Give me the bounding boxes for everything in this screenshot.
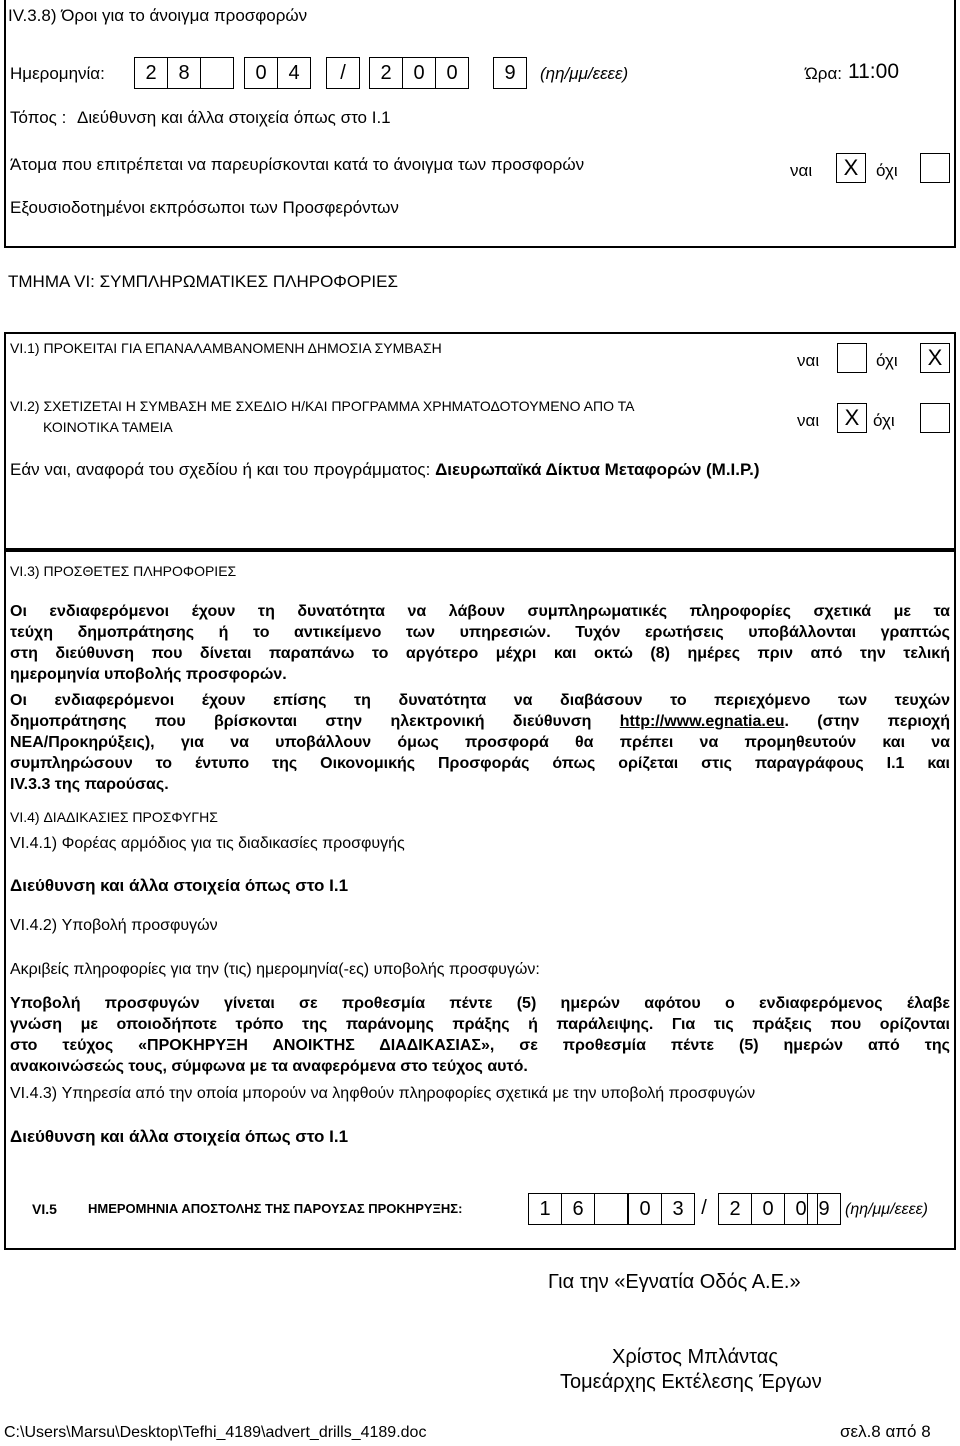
place-value: Διεύθυνση και άλλα στοιχεία όπως στο Ι.1 — [77, 108, 391, 127]
time-label: Ώρα: — [805, 64, 843, 83]
text-line: Οι ενδιαφερόμενοι έχουν επίσης τη δυνατότητα να διαβάσουν το περιεχόμενο των τευχών — [10, 692, 950, 709]
text-line: Οι ενδιαφερόμενοι έχουν τη δυνατότητα να λάβουν συμπληρωματικές πληροφορίες σχετικά με τα — [10, 603, 950, 620]
text-line: στο τεύχος «ΠΡΟΚΗΡΥΞΗ ΑΝΟΙΚΤΗΣ ΔΙΑΔΙΚΑΣΙΑΣ», σε προθεσμία πέντε (5) ημερών από της — [10, 1037, 950, 1054]
vi1-yes-label: ναι — [797, 351, 820, 370]
persons-no-checkbox[interactable] — [920, 153, 950, 183]
vi2-text-line2: ΚΟΙΝΟΤΙΚΑ ΤΑΜΕΙΑ — [43, 419, 173, 435]
vi3-paragraph-2 — [10, 690, 950, 795]
vi5-date-digit-cell: 3 — [661, 1193, 695, 1225]
vi5-date-digit-cell — [594, 1193, 628, 1225]
signature-title: Τομεάρχης Εκτέλεσης Έργων — [560, 1371, 822, 1393]
vi5-label: ΗΜΕΡΟΜΗΝΙΑ ΑΠΟΣΤΟΛΗΣ ΤΗΣ ΠΑΡΟΥΣΑΣ ΠΡΟΚΗΡΥΞΗΣ: — [88, 1201, 463, 1216]
vi1-text: VI.1) ΠΡΟΚΕΙΤΑΙ ΓΙΑ ΕΠΑΝΑΛΑΜΒΑΝΟΜΕΝΗ ΔΗΜΟΣΙΑ ΣΥΜΒΑΣΗ — [10, 340, 442, 356]
text-line: ημερομηνία υποβολής προσφορών. — [10, 666, 287, 683]
persons-no-label: όχι — [876, 161, 898, 180]
date-format: (ηη/μμ/εεεε) — [540, 64, 629, 83]
vi5-date-digit-cell: 0 — [751, 1193, 785, 1225]
date-digit-cell — [200, 57, 234, 89]
date-digit-cell: 8 — [167, 57, 201, 89]
date-digit-cell: 2 — [369, 57, 403, 89]
vi2-text-line1: VI.2) ΣΧΕΤΙΖΕΤΑΙ Η ΣΥΜΒΑΣΗ ΜΕ ΣΧΕΔΙΟ Η/ΚΑΙ ΠΡΟΓΡΑΜΜΑ ΧΡΗΜΑΤΟΔΟΤΟΥΜΕΝΟ ΑΠΟ ΤΑ — [10, 398, 635, 414]
date-label: Ημερομηνία: — [10, 64, 105, 83]
vi5-date-digit-cell: 9 — [807, 1193, 841, 1225]
iv38-heading: IV.3.8) Όροι για το άνοιγμα προσφορών — [8, 6, 308, 25]
date-digit-cell: / — [326, 57, 360, 89]
vi2-reference-value: Διευρωπαϊκά Δίκτυα Μεταφορών (Μ.Ι.Ρ.) — [435, 460, 760, 479]
text-line: ανακοινώσεώς τους, σύμφωνα με τα αναφερόμενα στο τεύχος αυτό. — [10, 1058, 528, 1075]
persons-question: Άτομα που επιτρέπεται να παρευρίσκονται κατά το άνοιγμα των προσφορών — [10, 155, 585, 174]
vi5-date-digit-cell: 0 — [784, 1193, 818, 1225]
text-line: ΝΕΑ/Προκηρύξεις), για να υποβάλλουν όμως προσφορά θα πρέπει να προμηθευτούν και να — [10, 734, 950, 751]
vi5-date-digit-cell: 1 — [528, 1193, 562, 1225]
vi43-value: Διεύθυνση και άλλα στοιχεία όπως στο Ι.1 — [10, 1127, 349, 1146]
text-line: Υποβολή προσφυγών γίνεται σε προθεσμία πέντε (5) ημερών αφότου ο ενδιαφερόμενος έλαβε — [10, 995, 950, 1012]
text-line: συμπληρώσουν το έντυπο της Οικονομικής Προσφοράς όπως ορίζεται στις παραγράφους Ι.1 και — [10, 755, 950, 772]
footer-file-path: C:\Users\Marsu\Desktop\Tefhi_4189\advert_drills_4189.doc — [4, 1424, 427, 1441]
date-digit-cell: 4 — [277, 57, 311, 89]
place-label: Τόπος : — [10, 108, 67, 127]
text-line: στη διεύθυνση που δίνεται παραπάνω το αργότερο μέχρι και οκτώ (8) ημέρες πριν από την τελική — [10, 645, 950, 662]
vi2-reference — [10, 460, 760, 480]
vi1-no-label: όχι — [876, 351, 898, 370]
date-digit-cell: 2 — [134, 57, 168, 89]
persons-yes-label: ναι — [790, 161, 813, 180]
vi42-paragraph — [10, 993, 950, 1077]
persons-yes-checkbox[interactable]: X — [836, 153, 866, 183]
vi5-date-digit-cell: 6 — [561, 1193, 595, 1225]
persons-answer: Εξουσιοδοτημένοι εκπρόσωποι των Προσφερόντων — [10, 198, 399, 217]
vi2-yes-label: ναι — [797, 411, 820, 430]
egnatia-link[interactable]: http://www.egnatia.eu — [619, 713, 785, 730]
footer-page-number: σελ.8 από 8 — [840, 1422, 931, 1441]
vi2-reference-prefix: Εάν ναι, αναφορά του σχεδίου ή και του προγράμματος: — [10, 460, 431, 479]
vi5-date-digit-cell: 0 — [628, 1193, 662, 1225]
vi2-yes-checkbox[interactable]: X — [837, 403, 867, 433]
date-digit-cell: 0 — [435, 57, 469, 89]
signature-org: Για την «Εγνατία Οδός Α.Ε.» — [548, 1271, 801, 1293]
text-fragment: δημοπράτησης που βρίσκονται στην ηλεκτρονική διεύθυνση — [10, 713, 592, 730]
text-fragment: . (στην περιοχή — [784, 713, 951, 730]
vi4-heading: VI.4) ΔΙΑΔΙΚΑΣΙΕΣ ΠΡΟΣΦΥΓΗΣ — [10, 809, 218, 825]
vi1-yes-checkbox[interactable] — [837, 343, 867, 373]
vi42-label: VI.4.2) Υποβολή προσφυγών — [10, 917, 218, 934]
vi43-label: VI.4.3) Υπηρεσία από την οποία μπορούν να ληφθούν πληροφορίες σχετικά με την υποβολή προσφυγών — [10, 1085, 756, 1102]
date-digit-cell: 9 — [493, 57, 527, 89]
vi5-date-digit-cell: / — [701, 1197, 707, 1219]
vi42-description: Ακριβείς πληροφορίες για την (τις) ημερομηνία(-ες) υποβολής προσφυγών: — [10, 961, 540, 978]
vi1-no-checkbox[interactable]: X — [920, 343, 950, 373]
date-digit-cell: 0 — [402, 57, 436, 89]
vi2-no-checkbox[interactable] — [920, 403, 950, 433]
text-line: γνώση με οποιοδήποτε τρόπο της παράνομης πράξης ή παράλειψης. Για τις πράξεις που ορίζονται — [10, 1016, 950, 1033]
text-line: τεύχη δημοπράτησης ή το αντικείμενο των υπηρεσιών. Τυχόν ερωτήσεις υποβάλλονται γραπτώς — [10, 624, 950, 641]
vi3-heading: VI.3) ΠΡΟΣΘΕΤΕΣ ΠΛΗΡΟΦΟΡΙΕΣ — [10, 563, 237, 579]
vi5-date-format: (ηη/μμ/εεεε) — [845, 1201, 928, 1218]
vi5-number: VI.5 — [32, 1201, 57, 1217]
vi41-label: VI.4.1) Φορέας αρμόδιος για τις διαδικασίες προσφυγής — [10, 835, 405, 852]
text-line: IV.3.3 της παρούσας. — [10, 776, 169, 793]
vi2-no-label: όχι — [873, 411, 895, 430]
vi41-value: Διεύθυνση και άλλα στοιχεία όπως στο Ι.1 — [10, 876, 349, 895]
text-line — [10, 711, 950, 732]
section6-title: ΤΜΗΜΑ VI: ΣΥΜΠΛΗΡΩΜΑΤΙΚΕΣ ΠΛΗΡΟΦΟΡΙΕΣ — [8, 272, 399, 291]
vi5-date-digit-cell: 2 — [718, 1193, 752, 1225]
date-digit-cell: 0 — [244, 57, 278, 89]
signature-name: Χρίστος Μπλάντας — [612, 1346, 778, 1368]
vi3-paragraph-1 — [10, 601, 950, 685]
time-value: 11:00 — [848, 60, 899, 83]
